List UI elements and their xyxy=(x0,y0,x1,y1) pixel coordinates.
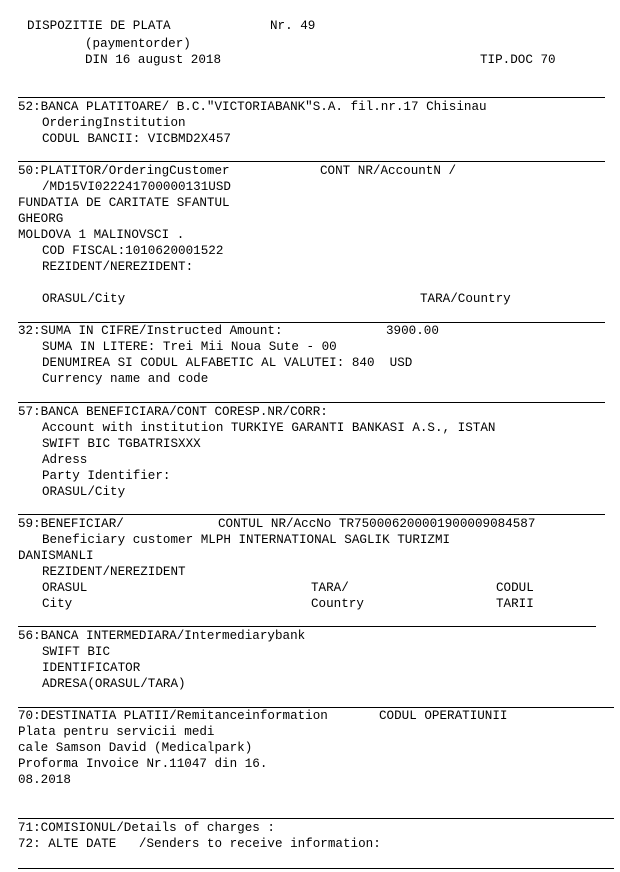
beneficiary-code-label-en: TARII xyxy=(496,597,534,611)
remittance-line: cale Samson David (Medicalpark) xyxy=(18,741,253,755)
document-number: Nr. 49 xyxy=(270,19,316,33)
remittance-line: Proforma Invoice Nr.11047 din 16. xyxy=(18,757,268,771)
amount-in-words: SUMA IN LITERE: Trei Mii Noua Sute - 00 xyxy=(42,340,337,354)
document-subtitle: (paymentorder) xyxy=(85,37,191,51)
divider xyxy=(18,97,605,98)
account-with-institution: Account with institution TURKIYE GARANTI BANKASI A.S., ISTAN xyxy=(42,421,496,435)
document-title: DISPOZITIE DE PLATA xyxy=(27,19,171,33)
payer-resident: REZIDENT/NEREZIDENT: xyxy=(42,260,194,274)
beneficiary-city-label: ORASUL xyxy=(42,581,88,595)
payer-address: MOLDOVA 1 MALINOVSCI . xyxy=(18,228,185,242)
beneficiary-customer-cont: DANISMANLI xyxy=(18,549,94,563)
currency-code: DENUMIREA SI CODUL ALFABETIC AL VALUTEI: 840 USD xyxy=(42,356,413,370)
divider xyxy=(18,161,605,162)
remittance-line: Plata pentru servicii medi xyxy=(18,725,215,739)
payer-fiscal-code: COD FISCAL:1010620001522 xyxy=(42,244,224,258)
ordering-customer-label: 50:PLATITOR/OrderingCustomer xyxy=(18,164,230,178)
intermediary-bank-label: 56:BANCA INTERMEDIARA/Intermediarybank xyxy=(18,629,306,643)
ordering-bank: 52:BANCA PLATITOARE/ B.C."VICTORIABANK"S.A. fil.nr.17 Chisinau xyxy=(18,100,487,114)
intermediary-address: ADRESA(ORASUL/TARA) xyxy=(42,677,186,691)
beneficiary-bank-adress: Adress xyxy=(42,453,88,467)
account-label: CONT NR/AccountN / xyxy=(320,164,457,178)
payer-country: TARA/Country xyxy=(420,292,511,306)
payer-account: /MD15VI022241700000131USD xyxy=(42,180,231,194)
beneficiary-bank-city: ORASUL/City xyxy=(42,485,126,499)
remittance-label: 70:DESTINATIA PLATII/Remitanceinformation xyxy=(18,709,328,723)
bank-code: CODUL BANCII: VICBMD2X457 xyxy=(42,132,231,146)
divider xyxy=(18,818,614,819)
divider xyxy=(18,626,596,627)
beneficiary-bank-label: 57:BANCA BENEFICIARA/CONT CORESP.NR/CORR: xyxy=(18,405,328,419)
beneficiary-account: CONTUL NR/AccNo TR750006200001900009084587 xyxy=(218,517,536,531)
beneficiary-code-label: CODUL xyxy=(496,581,534,595)
document-date: DIN 16 august 2018 xyxy=(85,53,222,67)
payer-city: ORASUL/City xyxy=(42,292,126,306)
beneficiary-customer: Beneficiary customer MLPH INTERNATIONAL SAGLIK TURIZMI xyxy=(42,533,451,547)
intermediary-identifier: IDENTIFICATOR xyxy=(42,661,141,675)
intermediary-swift: SWIFT BIC xyxy=(42,645,111,659)
divider xyxy=(18,514,605,515)
beneficiary-country-label-en: Country xyxy=(311,597,364,611)
ordering-institution-label: OrderingInstitution xyxy=(42,116,186,130)
beneficiary-label: 59:BENEFICIAR/ xyxy=(18,517,124,531)
party-identifier: Party Identifier: xyxy=(42,469,171,483)
divider xyxy=(18,868,614,869)
beneficiary-city-label-en: City xyxy=(42,597,73,611)
other-data: 72: ALTE DATE /Senders to receive information: xyxy=(18,837,381,851)
remittance-line: 08.2018 xyxy=(18,773,71,787)
payer-name: FUNDATIA DE CARITATE SFANTUL xyxy=(18,196,230,210)
amount-label: 32:SUMA IN CIFRE/Instructed Amount: xyxy=(18,324,283,338)
amount-value: 3900.00 xyxy=(386,324,439,338)
document-type: TIP.DOC 70 xyxy=(480,53,556,67)
beneficiary-country-label: TARA/ xyxy=(311,581,349,595)
currency-label-en: Currency name and code xyxy=(42,372,209,386)
beneficiary-swift: SWIFT BIC TGBATRISXXX xyxy=(42,437,201,451)
operation-code-label: CODUL OPERATIUNII xyxy=(379,709,508,723)
divider xyxy=(18,402,605,403)
payer-name-cont: GHEORG xyxy=(18,212,64,226)
charges-details: 71:COMISIONUL/Details of charges : xyxy=(18,821,275,835)
beneficiary-resident: REZIDENT/NEREZIDENT xyxy=(42,565,186,579)
